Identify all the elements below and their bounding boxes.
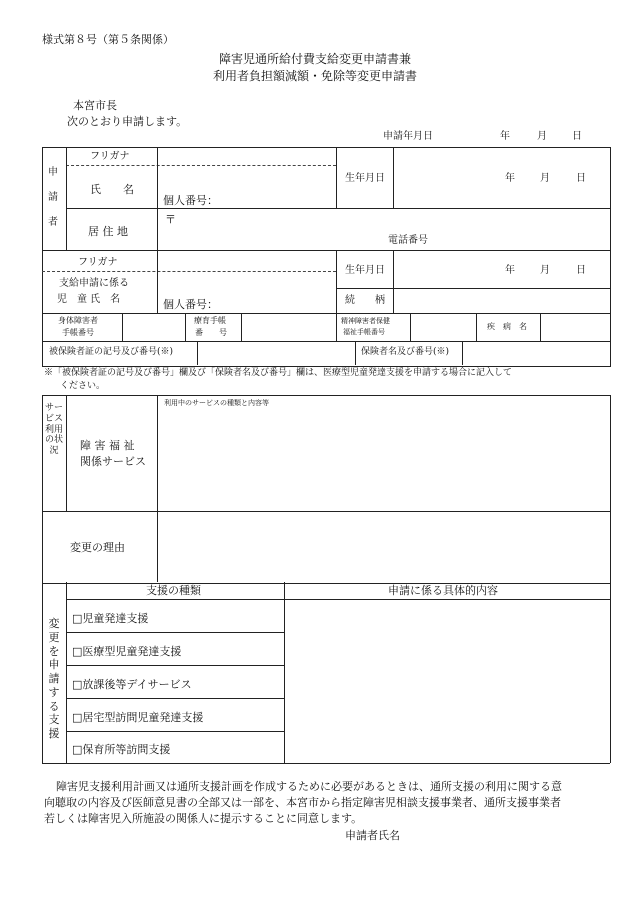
- applicant-birth-divider-left: [336, 147, 337, 208]
- cert-row-bottom: [42, 341, 610, 342]
- applicant-furigana-label: フリガナ: [90, 151, 130, 162]
- label-column-divider: [157, 147, 158, 313]
- insurance-note-cont: ください。: [60, 381, 106, 391]
- insurance-divider-1: [197, 341, 198, 365]
- insurance-symbol-label: 被保険者証の記号及び番号(※): [49, 347, 174, 357]
- service-content-hint: 利用中のサービスの種類と内容等: [164, 399, 269, 407]
- rehab-cert-label-2: 番 号: [195, 328, 227, 337]
- support-type-header: 支援の種類: [146, 584, 201, 597]
- application-date-month: 月: [537, 131, 547, 142]
- application-date-label: 申請年月日: [383, 131, 433, 142]
- form-number: 様式第８号（第５条関係）: [42, 33, 174, 46]
- child-furigana-divider: [42, 271, 336, 272]
- support-right-border: [610, 582, 611, 763]
- support-left-border: [42, 582, 43, 763]
- insurance-note: ※「被保険者証の記号及び番号」欄及び「保険者名及び番号」欄は、医療型児童発達支援を申請する場合に記入して: [44, 368, 513, 378]
- support-option-divider-3: [66, 698, 284, 699]
- applicant-name-divider: [66, 208, 610, 209]
- applicant-furigana-divider: [66, 165, 336, 166]
- change-reason-label: 変更の理由: [70, 541, 125, 554]
- consent-line-2: 向聴取の内容及び医師意見書の全部又は一部を、本宮市から指定障害児相談支援事業者、通所支援事業者: [44, 796, 561, 809]
- rehab-cert-label-1: 療育手帳: [194, 316, 226, 325]
- intro-text: 次のとおり申請します。: [67, 115, 188, 128]
- cert-divider-7: [540, 313, 541, 341]
- physical-cert-label-2: 手帳番号: [62, 328, 94, 337]
- signature-label: 申請者氏名: [345, 829, 400, 842]
- insurance-divider-3: [462, 341, 463, 365]
- applicant-birthdate-label: 生年月日: [345, 173, 385, 184]
- service-row-label-1: 障 害 福 祉: [80, 439, 135, 452]
- support-option-divider-1: [66, 632, 284, 633]
- child-birth-month: 月: [540, 265, 550, 276]
- insurance-divider-2: [355, 341, 356, 365]
- service-label-divider: [157, 395, 158, 582]
- child-name-label-1: 支給申請に係る: [59, 278, 129, 289]
- support-option-after-school-day-service[interactable]: □放課後等デイサービス: [72, 678, 192, 691]
- applicant-address-label: 居 住 地: [88, 225, 128, 238]
- applicant-birth-day: 日: [576, 173, 586, 184]
- service-side-divider: [66, 395, 67, 511]
- applicant-side-1: 申: [48, 167, 58, 178]
- child-furigana-label: フリガナ: [78, 257, 118, 268]
- applicant-birth-month: 月: [540, 173, 550, 184]
- applicant-side-3: 者: [48, 217, 58, 228]
- consent-line-3: 若しくは障害児入所施設の関係人に提示することに同意します。: [44, 812, 363, 825]
- support-column-divider: [284, 582, 285, 763]
- support-header-bottom: [66, 599, 610, 600]
- child-birthdate-label: 生年月日: [345, 265, 385, 276]
- child-birth-divider: [336, 288, 610, 289]
- child-relation-label: 続 柄: [345, 295, 385, 306]
- child-birth-divider-right: [393, 250, 394, 313]
- cert-divider-1: [122, 313, 123, 341]
- child-name-bottom: [42, 313, 610, 314]
- support-option-home-visit-development[interactable]: □居宅型訪問児童発達支援: [72, 711, 204, 724]
- insurer-label: 保険者名及び番号(※): [361, 347, 450, 357]
- addressee: 本宮市長: [73, 99, 117, 112]
- child-birth-year: 年: [505, 265, 515, 276]
- support-bottom-border: [42, 763, 610, 764]
- applicant-section-bottom: [42, 250, 610, 251]
- cert-divider-2: [185, 313, 186, 341]
- applicant-personal-number-label: 個人番号：: [163, 194, 218, 207]
- cert-divider-3: [241, 313, 242, 341]
- applicant-phone-label: 電話番号: [388, 235, 428, 246]
- applicant-name-label: 氏 名: [90, 183, 134, 196]
- child-name-label-2: 児 童 氏 名: [57, 294, 121, 305]
- support-detail-header: 申請に係る具体的内容: [388, 584, 498, 597]
- applicant-side-divider: [66, 147, 67, 250]
- support-option-divider-2: [66, 665, 284, 666]
- cert-divider-4: [336, 313, 337, 341]
- disease-label: 疾 病 名: [487, 322, 527, 331]
- mental-cert-label-2: 福祉手帳番号: [343, 328, 385, 336]
- mental-cert-label-1: 精神障害者保健: [341, 317, 390, 325]
- service-row-divider: [42, 511, 610, 512]
- service-side-label: サービス利用の状況: [45, 403, 64, 457]
- child-birth-divider-left: [336, 250, 337, 313]
- cert-divider-6: [476, 313, 477, 341]
- form-title-line1: 障害児通所給付費支給変更申請書兼: [218, 52, 411, 66]
- support-side-divider: [66, 582, 67, 763]
- applicant-side-2: 請: [48, 192, 58, 203]
- physical-cert-label-1: 身体障害者: [58, 316, 98, 325]
- consent-line-1: 障害児支援利用計画又は通所支援計画を作成するために必要があるときは、通所支援の利用に関する意: [56, 780, 562, 793]
- applicant-birth-year: 年: [505, 173, 515, 184]
- service-table: [42, 395, 611, 584]
- child-birth-day: 日: [576, 265, 586, 276]
- support-option-medical-child-development[interactable]: □医療型児童発達支援: [72, 645, 182, 658]
- support-option-nursery-visit-support[interactable]: □保育所等訪問支援: [72, 743, 171, 756]
- application-date-day: 日: [572, 131, 582, 142]
- support-option-child-development[interactable]: □児童発達支援: [72, 612, 149, 625]
- support-option-divider-4: [66, 731, 284, 732]
- service-row-label-2: 関係サービス: [80, 455, 146, 468]
- support-side-label: 変更を申請する支援: [48, 617, 60, 740]
- form-title-line2: 利用者負担額減額・免除等変更申請書: [212, 69, 417, 83]
- applicant-birth-divider-right: [393, 147, 394, 208]
- postal-mark: 〒: [165, 213, 176, 226]
- application-date-year: 年: [500, 131, 510, 142]
- child-personal-number-label: 個人番号：: [163, 298, 218, 311]
- cert-divider-5: [410, 313, 411, 341]
- applicant-table: [42, 147, 611, 367]
